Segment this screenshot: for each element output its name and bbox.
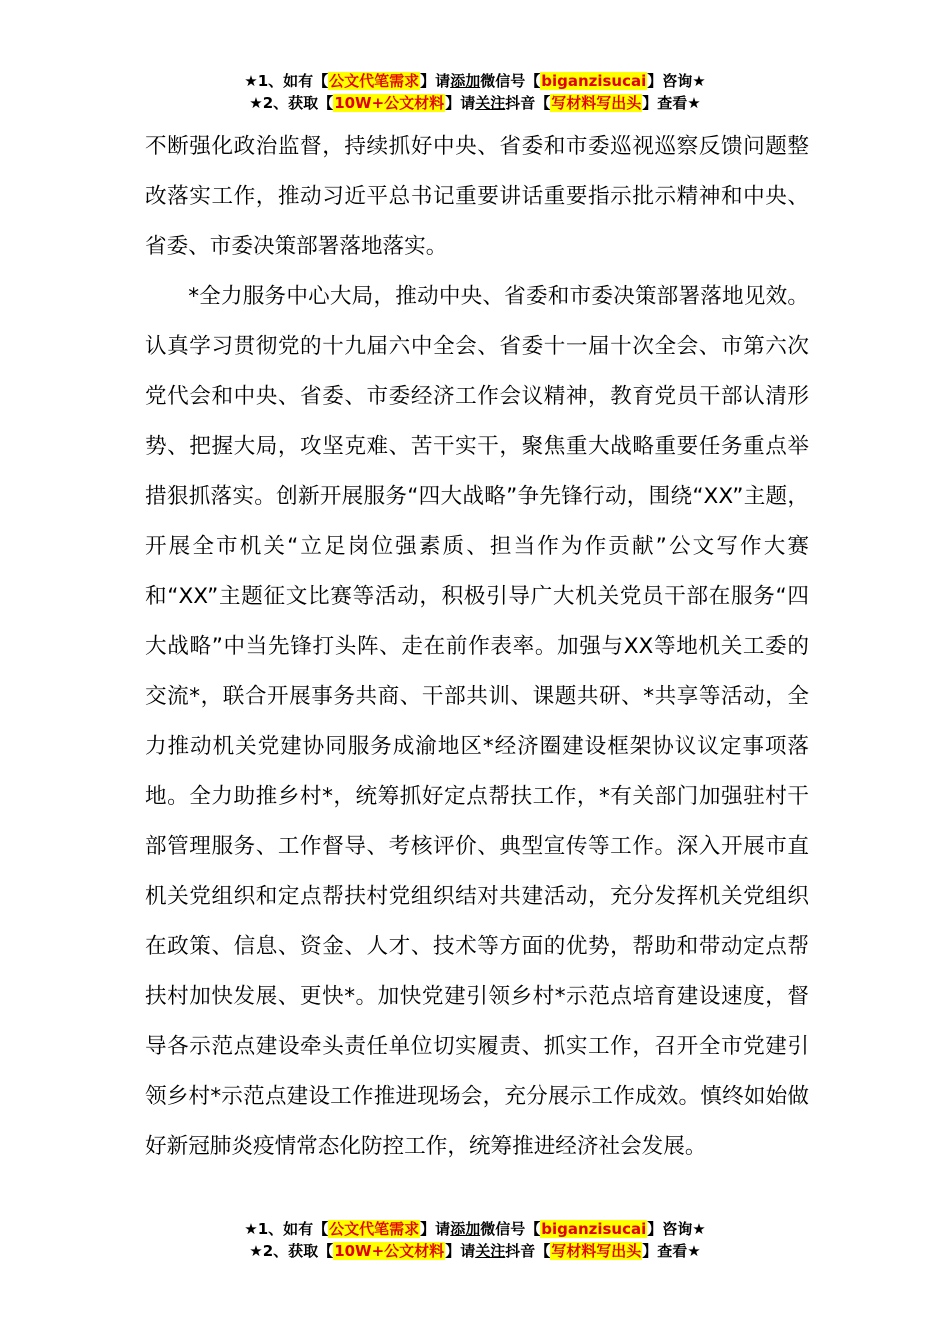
- top-banner: [0, 70, 950, 114]
- highlight-materials: 10W+公文材料: [334, 94, 445, 112]
- banner-line-1: ★1、如有【公文代笔需求】请添加微信号【biganzisucai】咨询★: [244, 1220, 706, 1238]
- banner-line-2: ★2、获取【10W+公文材料】请关注抖音【写材料写出头】查看★: [249, 94, 701, 112]
- banner-line-2: ★2、获取【10W+公文材料】请关注抖音【写材料写出头】查看★: [249, 1242, 701, 1260]
- highlight-wechat-id: biganzisucai: [541, 1220, 647, 1238]
- highlight-wechat-id: biganzisucai: [541, 72, 647, 90]
- paragraph-1: 不断强化政治监督，持续抓好中央、省委和市委巡视巡察反馈问题整改落实工作，推动习近平总书记重要讲话重要指示批示精神和中央、省委、市委决策部署落地落实。: [145, 134, 809, 259]
- highlight-douyin-id: 写材料写出头: [551, 94, 642, 112]
- highlight-service: 公文代笔需求: [329, 72, 420, 90]
- paragraph-2: *全力服务中心大局，推动中央、省委和市委决策部署落地见效。认真学习贯彻党的十九届六中全会、省委十一届十次全会、市第六次党代会和中央、省委、市委经济工作会议精神，教育党员干部认清形势、把握大局，攻坚克难、苦干实干，聚焦重大战略重要任务重点举措狠抓落实。创新开展服务“四大战略”争先锋行动，围绕“XX”主题，开展全市机关“立足岗位强素质、担当作为作贡献”公文写作大赛和“XX”主题征文比赛等活动，积极引导广大机关党员干部在服务“四大战略”中当先锋打头阵、走在前作表率。加强与XX等地机关工委的交流*，联合开展事务共商、干部共训、课题共研、*共享等活动，全力推动机关党建协同服务成渝地区*经济圈建设框架协议议定事项落地。全力助推乡村*，统筹抓好定点帮扶工作，*有关部门加强驻村干部管理服务、工作督导、考核评价、典型宣传等工作。深入开展市直机关党组织和定点帮扶村党组织结对共建活动，充分发挥机关党组织在政策、信息、资金、人才、技术等方面的优势，帮助和带动定点帮扶村加快发展、更快*。加快党建引领乡村*示范点培育建设速度，督导各示范点建设牵头责任单位切实履责、抓实工作，召开全市党建引领乡村*示范点建设工作推进现场会，充分展示工作成效。慎终如始做好新冠肺炎疫情常态化防控工作，统筹推进经济社会发展。: [145, 284, 809, 1159]
- highlight-materials: 10W+公文材料: [334, 1242, 445, 1260]
- highlight-douyin-id: 写材料写出头: [551, 1242, 642, 1260]
- bottom-banner: [0, 1218, 950, 1262]
- highlight-service: 公文代笔需求: [329, 1220, 420, 1238]
- document-body: [145, 122, 809, 1172]
- banner-line-1: ★1、如有【公文代笔需求】请添加微信号【biganzisucai】咨询★: [244, 72, 706, 90]
